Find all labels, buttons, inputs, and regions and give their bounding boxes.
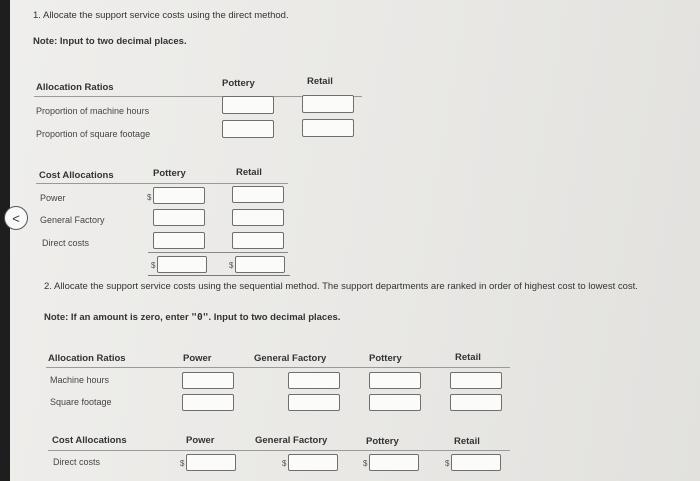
header-divider: [36, 183, 288, 184]
row-label-machine-hours: Machine hours: [50, 375, 110, 385]
seq-ratio-square-general-input[interactable]: [288, 394, 340, 411]
note-prefix: Note:: [44, 312, 69, 323]
row-label-direct-costs: Direct costs: [42, 238, 90, 248]
ratio-square-retail-input[interactable]: [302, 119, 354, 137]
currency-symbol: $: [151, 261, 156, 270]
note-text: Input to two decimal places.: [57, 36, 187, 47]
back-button[interactable]: [4, 206, 28, 230]
row-label-square-footage: Square footage: [50, 397, 112, 407]
cost-allocations-heading: Cost Allocations: [39, 170, 114, 181]
seq-ratio-machine-general-input[interactable]: [288, 372, 340, 389]
col-pottery-header: Pottery: [366, 436, 399, 447]
seq-ratio-machine-power-input[interactable]: [182, 372, 234, 389]
ratio-square-pottery-input[interactable]: [222, 120, 274, 138]
col-pottery-header: Pottery: [369, 353, 402, 364]
question-1-note: [33, 36, 187, 47]
question-2-note: [44, 312, 340, 323]
seq-direct-retail-input[interactable]: [451, 454, 501, 471]
chevron-left-icon: <: [12, 210, 20, 226]
allocation-ratios-heading: Allocation Ratios: [36, 82, 114, 93]
header-divider: [48, 450, 510, 451]
alloc-power-pottery-input[interactable]: [153, 187, 205, 204]
note-zero: "0": [191, 312, 209, 323]
col-general-factory-header: General Factory: [255, 435, 328, 446]
alloc-general-retail-input[interactable]: [232, 209, 284, 226]
alloc-direct-pottery-input[interactable]: [153, 232, 205, 249]
allocation-ratios-heading: Allocation Ratios: [48, 353, 126, 364]
currency-symbol: $: [445, 459, 450, 468]
row-label-square-footage: Proportion of square footage: [36, 129, 151, 139]
col-power-header: Power: [186, 435, 215, 446]
seq-ratio-square-pottery-input[interactable]: [369, 394, 421, 411]
col-retail-header: Retail: [454, 436, 480, 447]
row-label-power: Power: [40, 193, 66, 203]
seq-ratio-machine-retail-input[interactable]: [450, 372, 502, 389]
col-pottery-header: Pottery: [222, 78, 255, 89]
seq-direct-general-input[interactable]: [288, 454, 338, 471]
alloc-power-retail-input[interactable]: [232, 186, 284, 203]
col-pottery-header: Pottery: [153, 168, 186, 179]
currency-symbol: $: [229, 261, 234, 270]
alloc-direct-retail-input[interactable]: [232, 232, 284, 249]
col-general-factory-header: General Factory: [254, 353, 327, 364]
total-rule-bottom: [148, 275, 290, 276]
seq-direct-power-input[interactable]: [186, 454, 236, 471]
row-label-machine-hours: Proportion of machine hours: [36, 106, 150, 116]
seq-ratio-square-retail-input[interactable]: [450, 394, 502, 411]
total-retail-input[interactable]: [235, 256, 285, 273]
col-retail-header: Retail: [236, 167, 262, 178]
row-label-general-factory: General Factory: [40, 215, 105, 225]
seq-direct-pottery-input[interactable]: [369, 454, 419, 471]
header-divider: [46, 367, 510, 368]
col-retail-header: Retail: [307, 76, 333, 87]
worksheet-page: [10, 0, 700, 481]
currency-symbol: $: [282, 459, 287, 468]
currency-symbol: $: [363, 459, 368, 468]
col-power-header: Power: [183, 353, 212, 364]
cost-allocations-heading: Cost Allocations: [52, 435, 127, 446]
total-rule-top: [148, 252, 288, 253]
alloc-general-pottery-input[interactable]: [153, 209, 205, 226]
note-prefix: Note:: [33, 36, 58, 47]
seq-ratio-square-power-input[interactable]: [182, 394, 234, 411]
ratio-machine-pottery-input[interactable]: [222, 96, 274, 114]
seq-ratio-machine-pottery-input[interactable]: [369, 372, 421, 389]
col-retail-header: Retail: [455, 352, 481, 363]
question-1-text: 1. Allocate the support service costs using the direct method.: [33, 10, 289, 21]
left-edge-bar: [0, 0, 10, 481]
total-pottery-input[interactable]: [157, 256, 207, 273]
note-end: . Input to two decimal places.: [208, 312, 341, 323]
ratio-machine-retail-input[interactable]: [302, 95, 354, 113]
row-label-direct-costs: Direct costs: [53, 457, 101, 467]
question-2-text: 2. Allocate the support service costs using the sequential method. The support departments are ranked in order of highest cost to lowest cost.: [44, 281, 638, 292]
note-mid: If an amount is zero, enter: [68, 312, 192, 323]
currency-symbol: $: [147, 193, 152, 202]
currency-symbol: $: [180, 459, 185, 468]
